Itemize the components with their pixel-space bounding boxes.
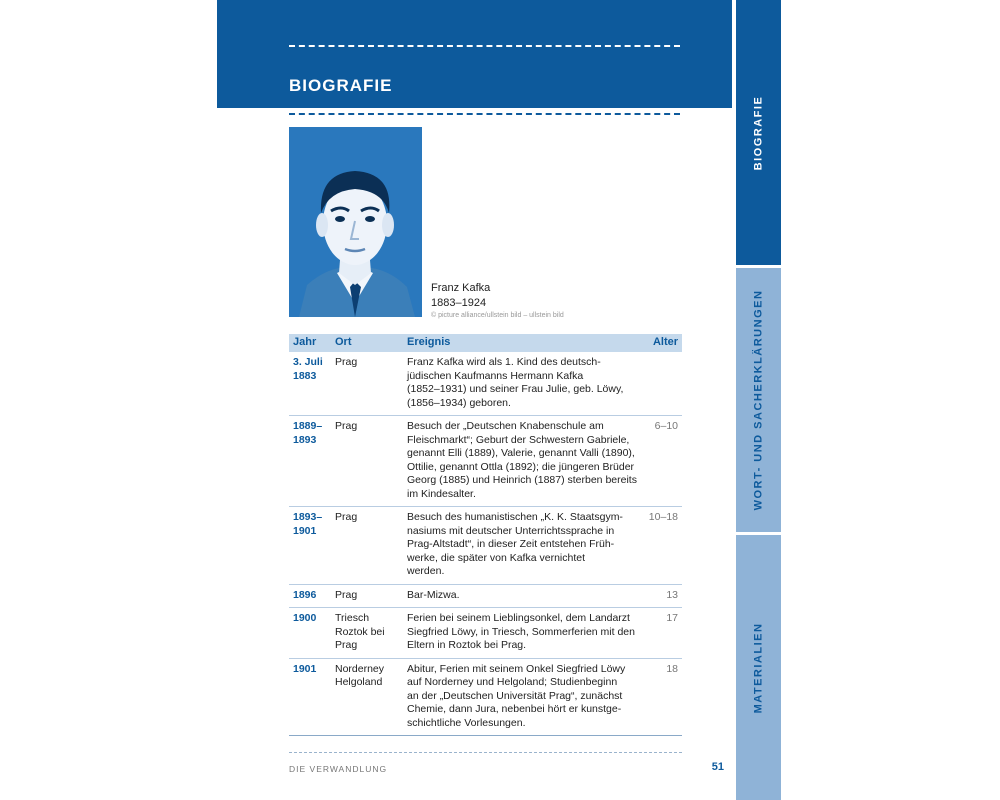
table-cell-age: 6–10 [642, 416, 682, 507]
table-cell-age: 10–18 [642, 507, 682, 585]
table-cell-event: Franz Kafka wird als 1. Kind des deutsch- jüdischen Kaufmanns Hermann Kafka (1852–1931) und seiner Frau Julie, geb. Löwy, (1856–1934) geboren. [403, 352, 642, 416]
table-cell-age: 13 [642, 584, 682, 608]
portrait-caption-name: Franz Kafka [431, 282, 491, 294]
table-cell-year: 1893– 1901 [289, 507, 331, 585]
table-cell-place: Norderney Helgoland [331, 658, 403, 736]
tab-wort-label: WORT- UND SACHERKLÄRUNGEN [752, 289, 765, 511]
table-cell-place: Prag [331, 416, 403, 507]
portrait-caption-years: 1883–1924 [431, 297, 487, 309]
portrait-illustration [289, 127, 422, 317]
title-underline [289, 113, 680, 115]
table-cell-event: Besuch des humanistischen „K. K. Staatsgym- nasiums mit deutscher Unterrichtssprache in Prag-Altstadt“, in dieser Zeit entstehen Früh- werke, die später von Kafka vernichtet werden. [403, 507, 642, 585]
table-cell-place: Prag [331, 584, 403, 608]
portrait-photo [289, 127, 422, 317]
table-row [289, 584, 682, 608]
column-header-year: Jahr [289, 334, 331, 352]
table-cell-age: 18 [642, 658, 682, 736]
footer-divider [289, 752, 682, 753]
table-row [289, 416, 682, 507]
table-row [289, 608, 682, 659]
column-header-place: Ort [331, 334, 403, 352]
footer-book-title: DIE VERWANDLUNG [289, 764, 388, 774]
table-cell-age [642, 352, 682, 416]
column-header-event: Ereignis [403, 334, 642, 352]
table-cell-event: Abitur, Ferien mit seinem Onkel Siegfried Löwy auf Norderney und Helgoland; Studienbeginn an der „Deutschen Universität Prag“, zunächst Chemie, dann Jura, nebenbei hört er kunstge- schichtliche Vorlesungen. [403, 658, 642, 736]
table-header-row [289, 334, 682, 352]
portrait-photo-credit: © picture alliance/ullstein bild – ullstein bild [431, 312, 564, 319]
table-cell-event: Besuch der „Deutschen Knabenschule am Fleischmarkt“; Geburt der Schwestern Gabriele, genannt Elli (1889), Valerie, genannt Valli (1890), Ottilie, genannt Ottla (1892); die jüngeren Brüder Georg (1885) und Heinrich (1887) sterben bereits im Kindesalter. [403, 416, 642, 507]
table-cell-age: 17 [642, 608, 682, 659]
tab-materialien[interactable] [736, 535, 781, 800]
page-header [217, 0, 732, 108]
table-cell-event: Bar-Mizwa. [403, 584, 642, 608]
table-cell-place: Prag [331, 352, 403, 416]
page-number: 51 [711, 761, 724, 773]
table-row [289, 352, 682, 416]
table-body [289, 352, 682, 736]
biography-table [289, 334, 682, 736]
table-cell-year: 3. Juli 1883 [289, 352, 331, 416]
table-row [289, 507, 682, 585]
table-cell-year: 1896 [289, 584, 331, 608]
table-cell-place: Prag [331, 507, 403, 585]
page-title: BIOGRAFIE [289, 76, 393, 95]
table-cell-event: Ferien bei seinem Lieblingsonkel, dem Landarzt Siegfried Löwy, in Triesch, Sommerferien mit den Eltern in Roztok bei Prag. [403, 608, 642, 659]
tab-biografie[interactable] [736, 0, 781, 265]
tab-wort-und-sacherklaerungen[interactable] [736, 268, 781, 532]
table-cell-year: 1889– 1893 [289, 416, 331, 507]
tab-biografie-label: BIOGRAFIE [752, 95, 765, 170]
table-row [289, 658, 682, 736]
table-cell-year: 1900 [289, 608, 331, 659]
table-cell-year: 1901 [289, 658, 331, 736]
header-dash-line [289, 45, 680, 47]
table-cell-place: Triesch Roztok bei Prag [331, 608, 403, 659]
tab-materialien-label: MATERIALIEN [752, 622, 765, 713]
column-header-age: Alter [642, 334, 682, 352]
